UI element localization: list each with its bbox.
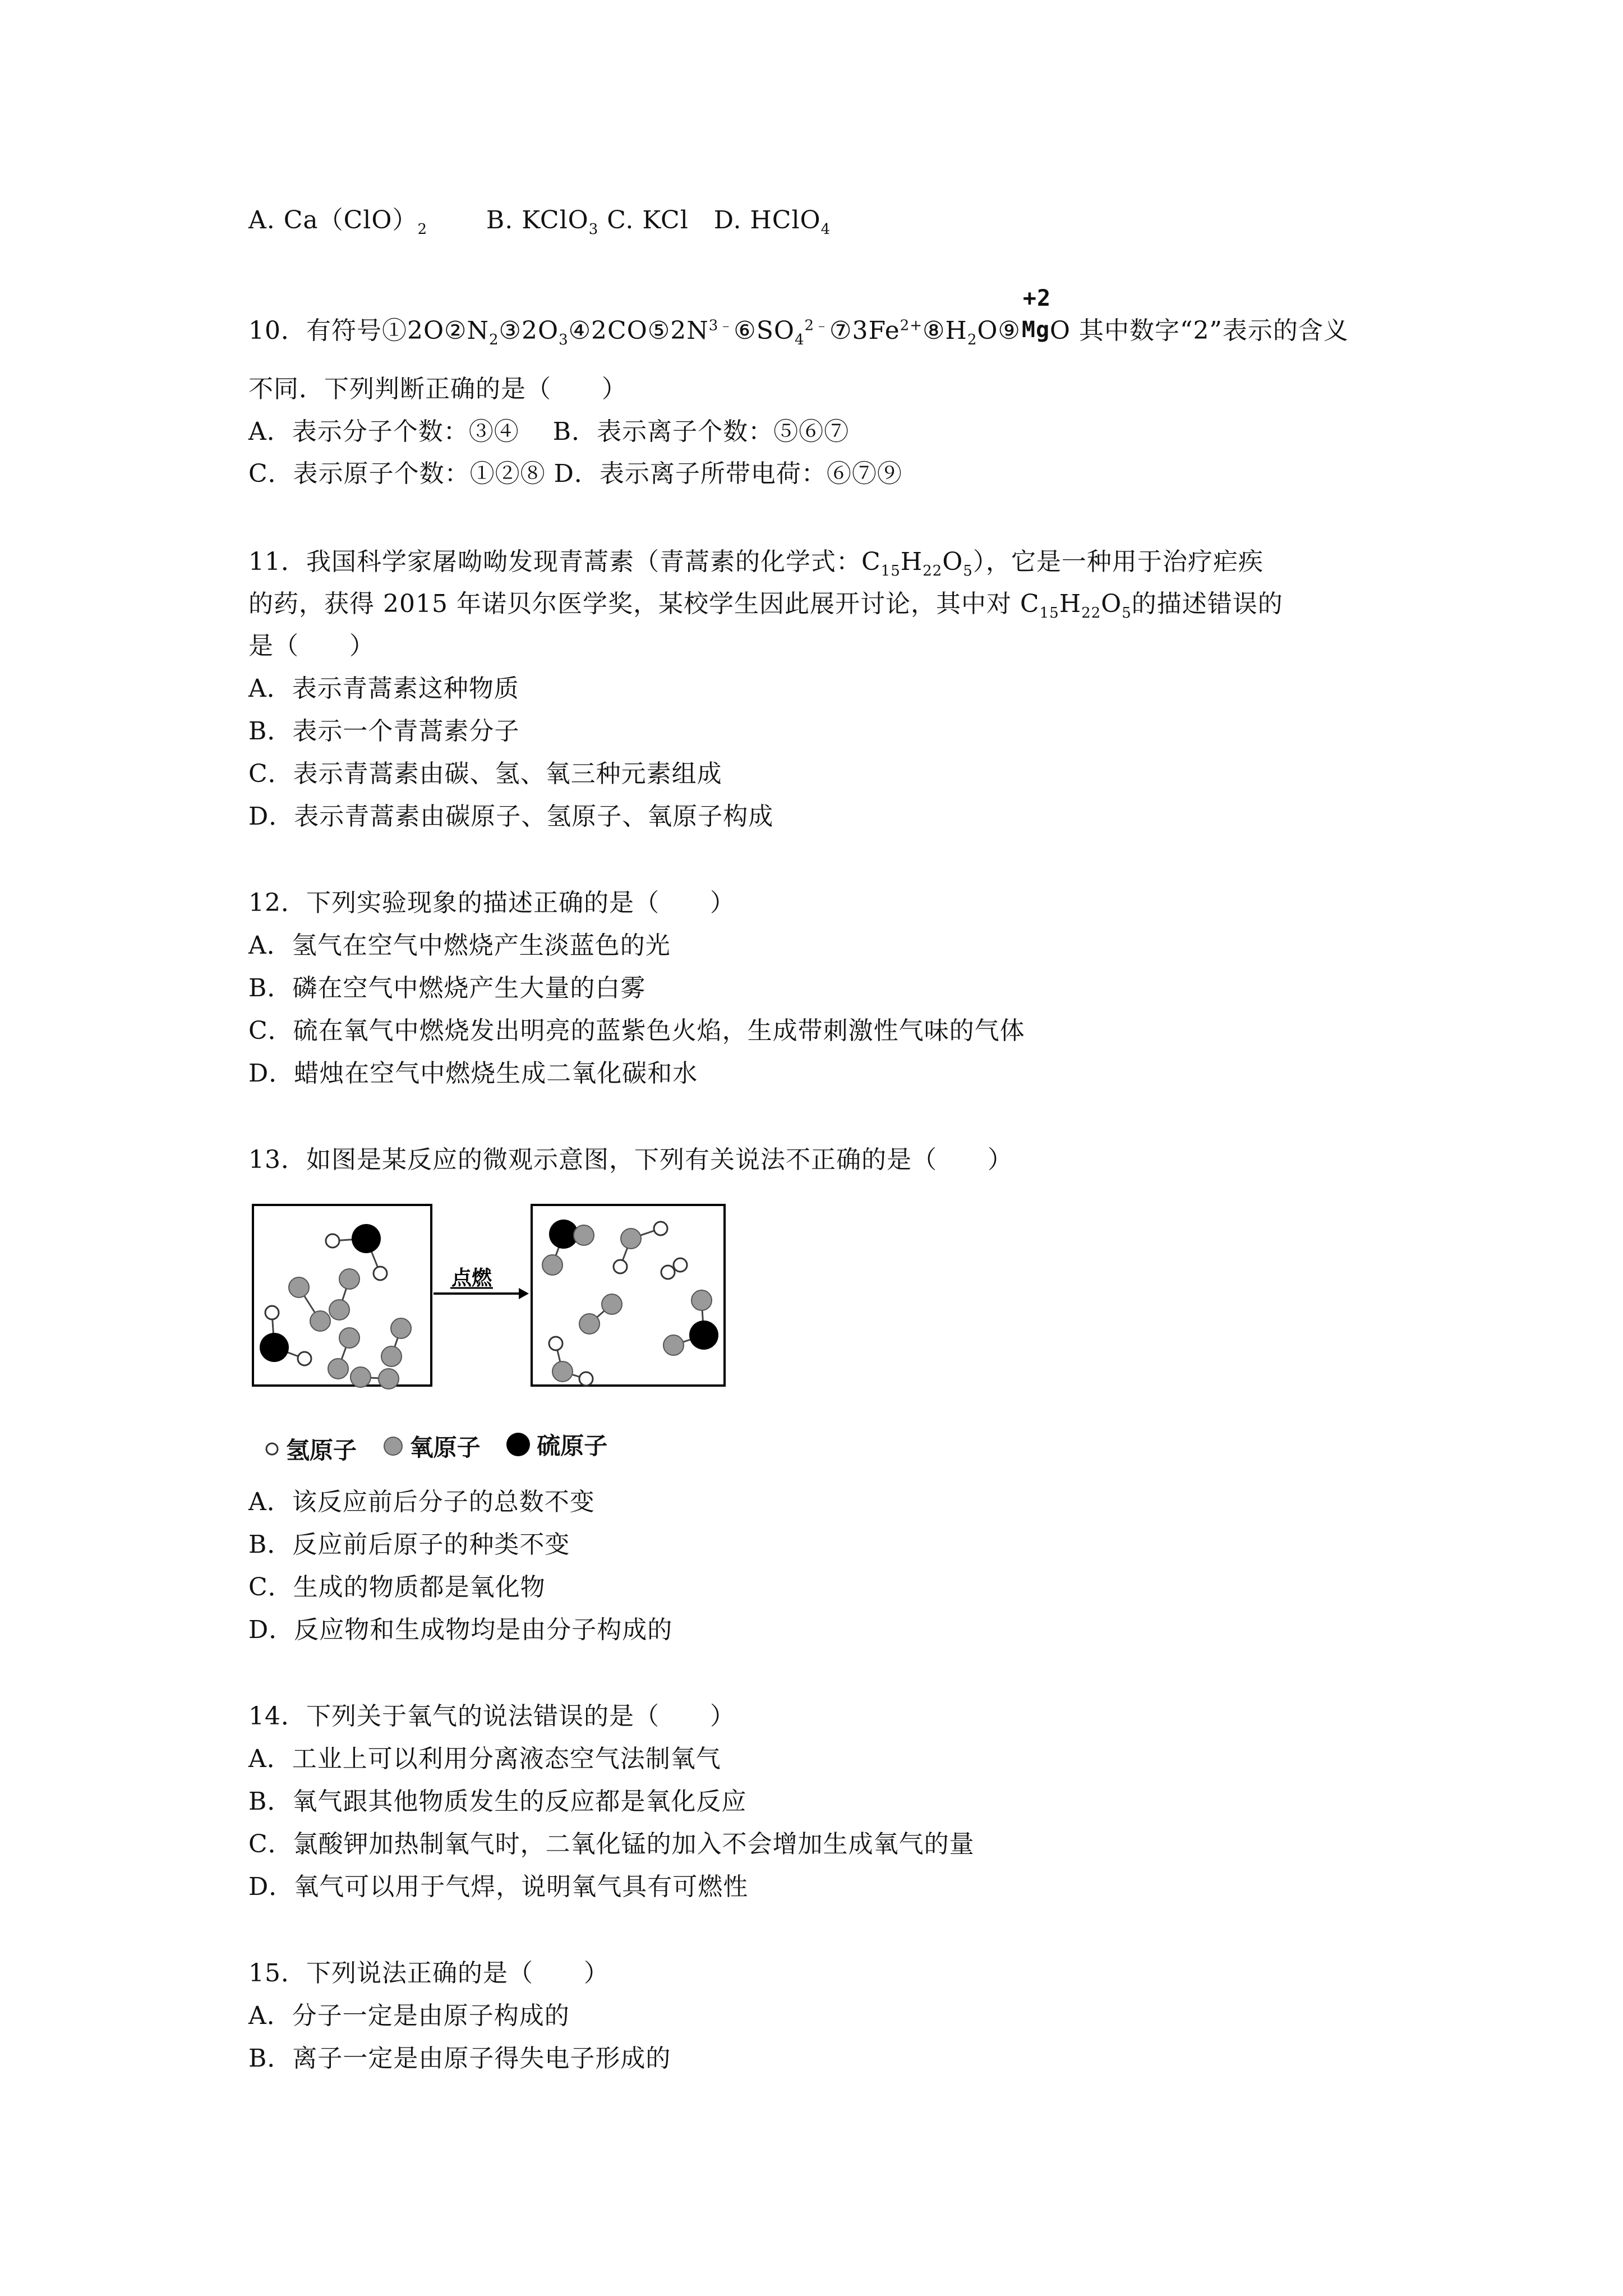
arrow-label: 点燃 (451, 1267, 492, 1290)
q14-option-a: A．工业上可以利用分离液态空气法制氧气 (248, 1745, 721, 1773)
oxygen-atom (579, 1314, 600, 1334)
q12-option-c: C．硫在氧气中燃烧发出明亮的蓝紫色火焰，生成带刺激性气味的气体 (248, 1016, 1025, 1045)
hydrogen-atom (674, 1258, 687, 1272)
q13-option-a: A．该反应前后分子的总数不变 (248, 1488, 595, 1516)
arrow-head (519, 1288, 529, 1299)
q12-option-b: B．磷在空气中燃烧产生大量的白雾 (248, 974, 646, 1002)
sulfur-atom (689, 1320, 718, 1350)
legend-hydrogen (264, 1432, 357, 1466)
hydrogen-atom (579, 1372, 593, 1386)
oxygen-atom (691, 1290, 712, 1310)
q10-options-cd: C．表示原子个数：①②⑧ D．表示离子所带电荷：⑥⑦⑨ (248, 459, 902, 488)
q15-option-a: A．分子一定是由原子构成的 (248, 2001, 570, 2030)
oxygen-atom (574, 1225, 594, 1245)
hydrogen-atom (654, 1222, 667, 1235)
hydrogen-atom-icon (264, 1441, 280, 1457)
q15-stem: 15．下列说法正确的是（ ） (248, 1959, 609, 1987)
q14-stem: 14．下列关于氧气的说法错误的是（ ） (248, 1702, 735, 1731)
legend-hydrogen-label: 氢原子 (286, 1437, 357, 1464)
q9-options (248, 204, 831, 237)
q14-option-d: D．氧气可以用于气焊，说明氧气具有可燃性 (248, 1872, 749, 1901)
oxygen-atom (289, 1277, 309, 1297)
legend-oxygen-label: 氧原子 (409, 1434, 481, 1461)
hydrogen-atom (374, 1267, 387, 1280)
q14-option-b: B．氧气跟其他物质发生的反应都是氧化反应 (248, 1787, 747, 1816)
sulfur-atom (352, 1224, 381, 1253)
oxygen-atom (621, 1228, 641, 1249)
hydrogen-atom (614, 1260, 627, 1273)
q9-option-a: A. $Ca(ClO)_2$ (248, 206, 428, 238)
reaction-micro-diagram (248, 1200, 742, 1391)
q12-option-a: A．氢气在空气中燃烧产生淡蓝色的光 (248, 931, 671, 960)
oxygen-atom (379, 1369, 399, 1389)
q13-option-d: D．反应物和生成物均是由分子构成的 (248, 1616, 673, 1644)
q13-option-b: B．反应前后原子的种类不变 (248, 1530, 570, 1559)
q11-option-a: A．表示青蒿素这种物质 (248, 674, 519, 703)
sulfur-atom (260, 1333, 289, 1362)
legend-sulfur-label: 硫原子 (537, 1432, 608, 1460)
q14-option-c: C．氯酸钾加热制氧气时，二氧化锰的加入不会增加生成氧气的量 (248, 1830, 975, 1858)
hydrogen-atom (549, 1337, 562, 1350)
q11-option-b: B．表示一个青蒿素分子 (248, 717, 520, 746)
legend-oxygen (382, 1429, 481, 1463)
hydrogen-atom (265, 1306, 279, 1319)
q9-option-c: C. KCl (607, 206, 689, 234)
oxygen-atom (328, 1359, 348, 1379)
q11-stem-line1: 11．我国科学家屠呦呦发现青蒿素（青蒿素的化学式：$C_{15}H_{22}O_5$），它是一种用于治疗疟疾 (248, 547, 1264, 579)
q10-options-ab: A．表示分子个数：③④ B．表示离子个数：⑤⑥⑦ (248, 417, 850, 446)
q11-option-c: C．表示青蒿素由碳、氢、氧三种元素组成 (248, 760, 722, 788)
hydrogen-atom (298, 1352, 311, 1365)
q10-stem-line1: 10．有符号$①2O②N_2③2O_3④2CO⑤2N^{3﹣}⑥SO_4^{2﹣}⑦3Fe^{2+}⑧H_2O⑨$ +2 Mg O 其中数字“2”表示的含义 (248, 286, 1349, 348)
oxygen-atom (339, 1328, 359, 1348)
q11-option-d: D．表示青蒿素由碳原子、氢原子、氧原子构成 (248, 802, 774, 831)
q11-stem-line3: 是（ ） (248, 632, 375, 660)
oxygen-atom (339, 1269, 359, 1289)
q9-option-b: B. KClO$_3$ (486, 206, 599, 238)
q13-stem: 13．如图是某反应的微观示意图，下列有关说法不正确的是（ ） (248, 1145, 1013, 1174)
oxygen-atom (381, 1346, 402, 1366)
hydrogen-atom (326, 1234, 339, 1248)
mg-valence-notation: +2 Mg (1021, 286, 1052, 343)
q13-option-c: C．生成的物质都是氧化物 (248, 1573, 546, 1602)
q15-option-b: B．离子一定是由原子得失电子形成的 (248, 2044, 671, 2073)
oxygen-atom-icon (382, 1435, 404, 1457)
legend-sulfur (505, 1428, 607, 1461)
q11-stem-line2: 的药，获得 2015 年诺贝尔医学奖，某校学生因此展开讨论，其中对 $C_{15}H_{22}O_5$的描述错误的 (248, 590, 1283, 622)
oxygen-atom (552, 1361, 573, 1382)
atom-legend (264, 1428, 624, 1466)
oxygen-atom (351, 1367, 371, 1387)
q12-option-d: D．蜡烛在空气中燃烧生成二氧化碳和水 (248, 1059, 698, 1088)
hydrogen-atom (661, 1266, 675, 1279)
q12-stem: 12．下列实验现象的描述正确的是（ ） (248, 889, 735, 917)
oxygen-atom (310, 1311, 330, 1331)
oxygen-atom (391, 1318, 411, 1338)
oxygen-atom (663, 1335, 684, 1355)
oxygen-atom (329, 1300, 349, 1320)
oxygen-atom (602, 1294, 622, 1314)
sulfur-atom-icon (505, 1432, 531, 1457)
q9-option-d: D. HClO$_4$ (713, 206, 831, 238)
q10-stem-line2: 不同．下列判断正确的是（ ） (248, 375, 627, 403)
oxygen-atom (542, 1255, 562, 1275)
